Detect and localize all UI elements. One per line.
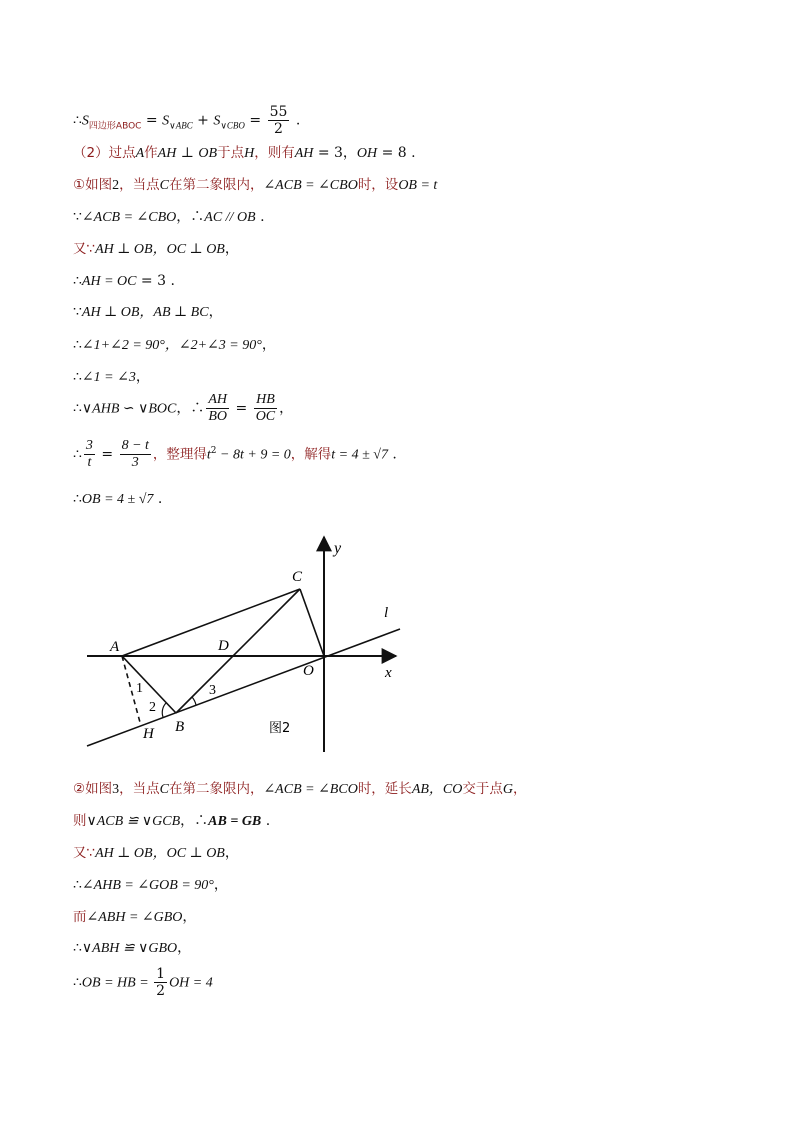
perp-statement: AH ⊥ OB，OC ⊥ OB (95, 242, 225, 257)
text: 时，延长 (357, 781, 412, 797)
comma: ， (177, 940, 192, 956)
text: ，当点 (119, 177, 160, 193)
therefore-symbol: ∴ (73, 446, 82, 463)
text: 则 (73, 813, 87, 829)
segment-co (300, 589, 324, 656)
equation: − 8t + 9 = 0 (216, 447, 291, 463)
line-congruent2 (73, 938, 191, 959)
area-subscript-quad: 四边形ABOC (88, 121, 142, 132)
congruence-statement: ∨ABH ≌ ∨GBO (81, 941, 178, 956)
text: 在第二象限内， (168, 781, 264, 797)
equals: = (244, 112, 266, 129)
value: = 3 . (136, 273, 175, 289)
line-perpendicular-2 (73, 843, 239, 864)
therefore-symbol: ∴ (73, 491, 82, 507)
text: 又∵ (73, 845, 96, 861)
label-x: x (385, 665, 392, 681)
because-symbol: ∵ (73, 304, 82, 320)
parallel-statement: AC // OB (204, 210, 256, 225)
numerator: 55 (269, 104, 288, 120)
comma: ， (261, 337, 276, 353)
label-3: 3 (209, 683, 216, 698)
comma: ， (213, 877, 228, 893)
text: ，当点 (119, 781, 160, 797)
perp-statement: AH ⊥ OB，AB ⊥ BC (81, 305, 209, 320)
value: = 3， (313, 145, 357, 161)
angle-equation: ∠ACB = ∠CBO (263, 178, 358, 193)
figure-number: 3 (112, 782, 120, 797)
label-b: B (175, 719, 185, 735)
text: ，则有 (254, 145, 295, 161)
line-case2-intro (73, 779, 527, 800)
denominator: 3 (131, 455, 139, 470)
point-h: H (244, 146, 255, 161)
area-symbol: S (213, 113, 221, 129)
line-right-angles (73, 875, 228, 896)
congruence-statement: ∨ACB ≌ ∨GCB (86, 814, 181, 829)
perp-statement: AH ⊥ OB，OC ⊥ OB (95, 846, 225, 861)
label-y: y (334, 540, 342, 557)
point-c: C (159, 178, 169, 193)
angle-equation: ∠ACB = ∠BCO (263, 782, 358, 797)
solution: t = 4 ± √7 (331, 447, 388, 463)
numerator: HB (254, 392, 277, 409)
value: = 8 . (377, 145, 416, 161)
area-subscript-cbo: ∨CBO (220, 120, 245, 131)
comma: ， (279, 400, 294, 417)
equation: OB = HB = (81, 975, 153, 991)
angle-arc-3 (192, 697, 196, 705)
text: 于点 (217, 145, 245, 161)
label-d: D (218, 638, 229, 654)
therefore-symbol: ∴ (73, 400, 82, 417)
therefore-symbol: ∴ (73, 877, 82, 893)
period: . (291, 112, 301, 129)
equals: = (231, 400, 252, 417)
figure-number: 2 (112, 178, 120, 193)
label-1: 1 (136, 681, 143, 696)
text: ，解得 (290, 446, 332, 463)
comma: ， (208, 304, 223, 320)
denominator: 2 (274, 121, 283, 137)
equation: OB = t (398, 178, 438, 193)
therefore-symbol: ∴ (73, 940, 82, 956)
angle-equation: ∠ACB = ∠CBO (81, 210, 177, 225)
denominator: 2 (156, 983, 166, 999)
angle-equation: ∠1+∠2 = 90°，∠2+∠3 = 90° (81, 338, 262, 353)
label-h: H (143, 726, 154, 742)
period: . (255, 209, 265, 225)
period: . (153, 491, 163, 507)
segment: AH (294, 146, 314, 161)
text: ， (513, 781, 527, 797)
equation: AH = OC (81, 274, 137, 289)
text: 又∵ (73, 241, 96, 257)
segments: AB，CO (411, 782, 463, 797)
label-l: l (384, 605, 389, 621)
line-vertical-angles (73, 907, 196, 928)
numerator: 3 (85, 438, 93, 453)
point-g: G (502, 782, 513, 797)
area-subscript-abc: ∨ABC (169, 120, 193, 131)
equation: OB = 4 ± √7 (81, 492, 154, 507)
period: . (387, 446, 397, 463)
denominator: OC (255, 409, 276, 424)
angle-equation: ∠ABH = ∠GBO (86, 910, 183, 925)
period: . (261, 813, 271, 829)
point-a: A (135, 146, 145, 161)
denominator: t (87, 455, 92, 470)
plus: + (192, 112, 214, 129)
text: （2）过点 (73, 145, 136, 161)
text: ②如图 (73, 781, 113, 797)
variable: t (206, 447, 211, 463)
comma: ， (224, 845, 239, 861)
equals: = (141, 112, 163, 129)
therefore-symbol: ，∴ (176, 209, 205, 225)
therefore-symbol: ∴ (73, 273, 82, 289)
therefore-symbol: ∴ (73, 337, 82, 353)
text: 时，设 (357, 177, 399, 193)
label-c: C (292, 569, 303, 585)
angle-arc-2 (162, 703, 166, 717)
therefore-symbol: ∴ (73, 369, 82, 385)
numerator: 8 − t (121, 438, 149, 453)
area-symbol: S (81, 113, 89, 129)
similarity-statement: ∨AHB ∽ ∨BOC (81, 401, 177, 417)
segment-ac (122, 589, 300, 656)
fraction-1-2 (154, 966, 167, 999)
figure-caption: 图2 (269, 721, 291, 736)
text: ，整理得 (152, 446, 207, 463)
text: 在第二象限内， (168, 177, 264, 193)
numerator: AH (208, 392, 228, 407)
therefore-symbol: ，∴ (180, 813, 209, 829)
segment: OB (198, 146, 218, 161)
equals: = (96, 446, 118, 463)
denominator: BO (208, 409, 228, 424)
perp: ⊥ (176, 145, 199, 161)
segment-cb (176, 589, 300, 713)
because-symbol: ∵ (73, 209, 82, 225)
numerator: 1 (156, 966, 166, 982)
line-final-result (73, 966, 213, 999)
label-a: A (110, 639, 120, 655)
text: ①如图 (73, 177, 113, 193)
therefore-symbol: ，∴ (176, 400, 205, 417)
segment: AH (157, 146, 177, 161)
point-c: C (159, 782, 169, 797)
angle-equation: ∠1 = ∠3 (81, 370, 136, 385)
equation: OH = 4 (169, 975, 213, 991)
equation: AB = GB (208, 814, 262, 829)
label-2: 2 (149, 700, 156, 715)
text: 而 (73, 909, 87, 925)
exponent: 2 (210, 445, 217, 456)
area-symbol: S (162, 113, 170, 129)
label-o: O (303, 663, 314, 679)
therefore-symbol: ∴ (73, 112, 82, 129)
text: 作 (144, 145, 158, 161)
angle-equation: ∠AHB = ∠GOB = 90° (81, 878, 214, 893)
comma: ， (224, 241, 239, 257)
comma: ， (182, 909, 197, 925)
segment: OH (356, 146, 378, 161)
line-congruent1 (73, 811, 270, 832)
therefore-symbol: ∴ (73, 974, 82, 991)
comma: ， (135, 369, 150, 385)
text: 交于点 (462, 781, 503, 797)
